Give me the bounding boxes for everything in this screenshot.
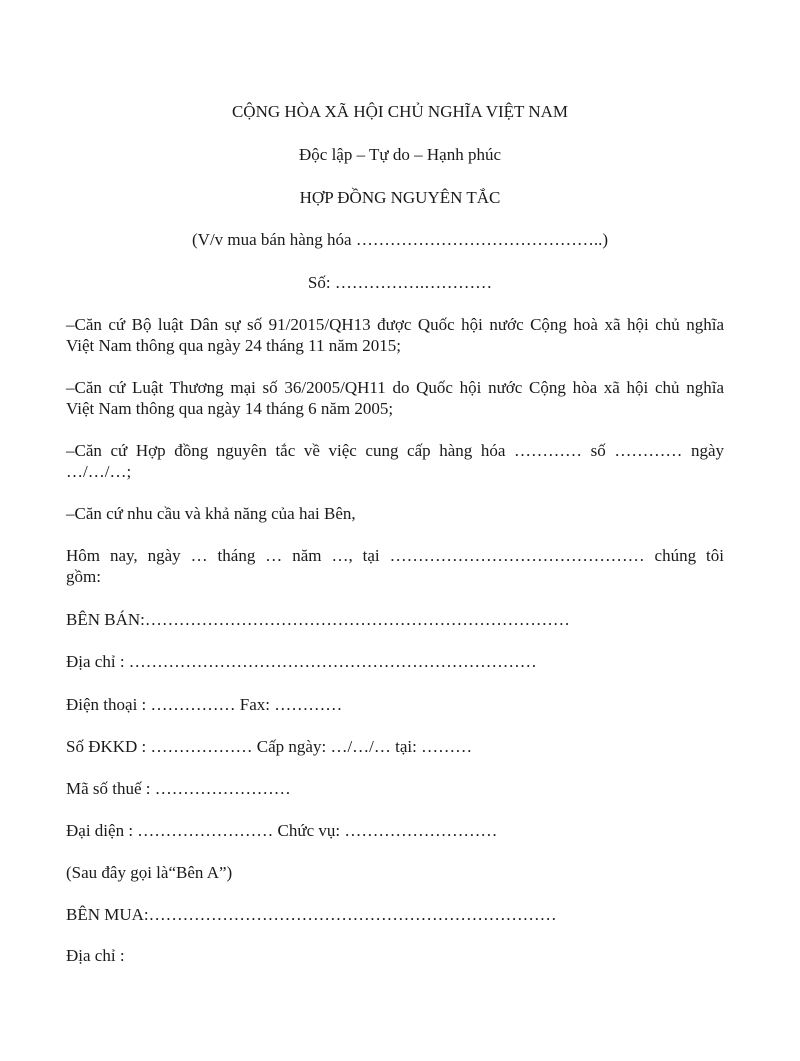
- legal-basis-commercial-law: –Căn cứ Luật Thương mại số 36/2005/QH11 do Quốc hội nước Cộng hòa xã hội chủ nghĩa: [66, 378, 724, 397]
- intro-line-cont: gồm:: [66, 567, 101, 586]
- seller-business-registration: Số ĐKKD : ……………… Cấp ngày: …/…/… tại: ………: [66, 737, 473, 756]
- motto: Độc lập – Tự do – Hạnh phúc: [299, 145, 501, 164]
- legal-basis-commercial-law-cont: Việt Nam thông qua ngày 14 tháng 6 năm 2005;: [66, 399, 394, 418]
- contract-number: Số: …………….…………: [307, 273, 493, 292]
- intro-line: Hôm nay, ngày … tháng … năm …, tại ……………………………………… chúng tôi: [66, 546, 724, 565]
- legal-basis-civil-code-cont: Việt Nam thông qua ngày 24 tháng 11 năm 2015;: [66, 336, 401, 355]
- seller-tax-code: Mã số thuế : ……………………: [66, 779, 291, 798]
- seller-phone-fax: Điện thoại : …………… Fax: …………: [66, 695, 343, 714]
- buyer-heading: BÊN MUA:………………………………………………………………: [66, 905, 557, 924]
- contract-subject: (V/v mua bán hàng hóa ……………………………………..): [192, 230, 608, 249]
- legal-basis-framework-contract: –Căn cứ Hợp đồng nguyên tắc về việc cung cấp hàng hóa ………… số ………… ngày: [66, 441, 724, 460]
- seller-alias: (Sau đây gọi là“Bên A”): [66, 863, 233, 882]
- seller-heading: BÊN BÁN:…………………………………………………………………: [66, 610, 570, 629]
- seller-representative: Đại diện : …………………… Chức vụ: ………………………: [66, 821, 498, 840]
- national-title: CỘNG HÒA XÃ HỘI CHỦ NGHĨA VIỆT NAM: [231, 102, 569, 121]
- buyer-address: Địa chỉ :: [66, 946, 125, 965]
- contract-title: HỢP ĐỒNG NGUYÊN TẮC: [299, 188, 501, 207]
- legal-basis-needs: –Căn cứ nhu cầu và khả năng của hai Bên,: [66, 504, 356, 523]
- seller-address: Địa chỉ : ………………………………………………………………: [66, 652, 537, 671]
- legal-basis-framework-contract-cont: …/…/…;: [66, 462, 132, 481]
- legal-basis-civil-code: –Căn cứ Bộ luật Dân sự số 91/2015/QH13 được Quốc hội nước Cộng hoà xã hội chủ nghĩa: [66, 315, 724, 334]
